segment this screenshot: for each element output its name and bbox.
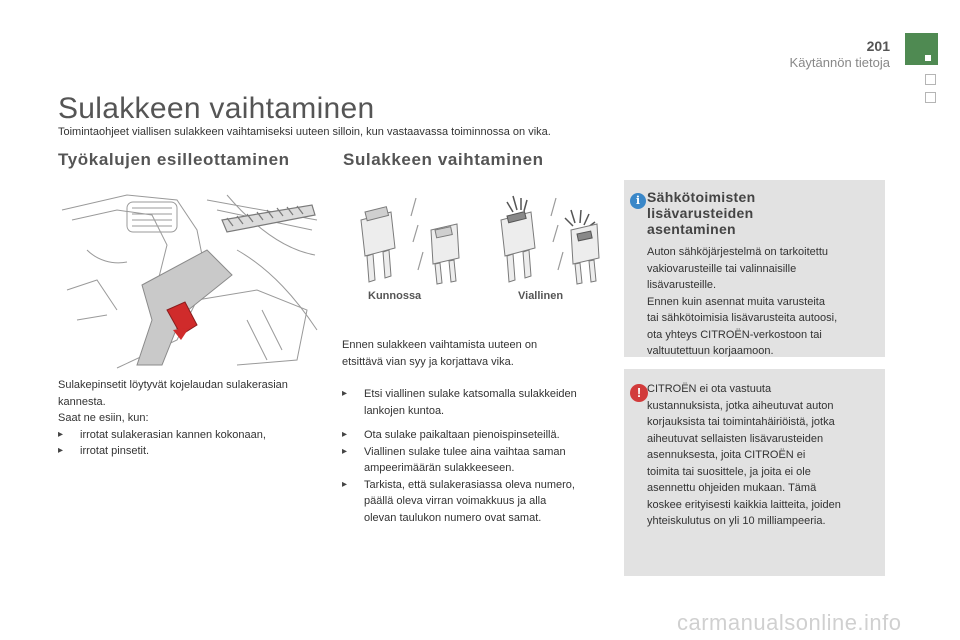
page-title: Sulakkeen vaihtaminen: [58, 92, 375, 125]
replace-line-1: Ennen sulakkeen vaihtamista uuteen on: [342, 339, 538, 351]
tools-line-3: Saat ne esiin, kun:: [58, 412, 149, 424]
triangle-bullet-icon: ▸: [58, 445, 64, 456]
list-item: ▸ irrotat sulakerasian kannen kokonaan,: [58, 427, 323, 444]
replace-line-2: etsittävä vian syy ja korjattava vika.: [342, 355, 514, 368]
chapter-tab-box-1[interactable]: [925, 74, 936, 85]
page-number: 201: [866, 38, 890, 54]
triangle-bullet-icon: ▸: [342, 478, 348, 490]
list-item: ▸ Tarkista, että sulakerasiassa oleva numero, päällä oleva virran voimakkuus ja alla olevan taulukon numero ovat samat.: [342, 478, 575, 524]
fuse-ok-illustration: [353, 190, 463, 285]
list-item: ▸ Viallinen sulake tulee aina vaihtaa saman ampeerimäärän sulakkeeseen.: [342, 445, 566, 474]
warning-icon: !: [630, 384, 648, 402]
replace-list: [342, 386, 612, 534]
chapter-tab-box-2[interactable]: [925, 92, 936, 103]
list-item: ▸ Ota sulake paikaltaan pienoispinseteillä.: [342, 427, 612, 444]
fuse-bad-label: Viallinen: [518, 290, 564, 302]
replace-heading: Sulakkeen vaihtaminen: [343, 150, 544, 169]
tools-line-2: kannesta.: [58, 395, 106, 408]
triangle-bullet-icon: ▸: [58, 428, 64, 440]
list-item: ▸ Etsi viallinen sulake katsomalla sulakkeiden lankojen kuntoa.: [342, 388, 577, 417]
chapter-tab-active[interactable]: [905, 33, 938, 65]
intro-text: Toimintaohjeet viallisen sulakkeen vaihtamiseksi uuteen silloin, kun vastaavassa toiminnossa on vika.: [58, 126, 551, 138]
section-name: Käytännön tietoja: [789, 55, 890, 70]
square-icon: [925, 55, 931, 61]
info-title: Sähkötoimisten lisävarusteiden asentaminen: [647, 189, 756, 237]
tools-text: [58, 377, 323, 460]
triangle-bullet-icon: ▸: [342, 388, 348, 399]
tools-line-1: Sulakepinsetit löytyvät kojelaudan sulakerasian: [58, 379, 288, 391]
fuse-ok-label: Kunnossa: [368, 290, 422, 302]
tools-list: [58, 427, 323, 460]
warning-text: CITROËN ei ota vastuuta kustannuksista, jotka aiheutuvat auton korjauksista tai toimintahäiriöistä, jotka aiheutuvat sellaisten lisävarusteiden asennuksesta, joita CITROËN ei toimita tai suosittele, ja joita ei ole asennettu ohjeiden mukaan. Tämä koskee erityisesti kaikkia laitteita, joiden yhteiskulutus on yli 10 milliampeeria.: [647, 383, 841, 527]
info-icon: i: [630, 193, 646, 209]
dashboard-fusebox-illustration: [57, 190, 319, 370]
triangle-bullet-icon: ▸: [342, 429, 348, 440]
tools-heading: Työkalujen esilleottaminen: [58, 150, 290, 169]
watermark: carmanualsonline.info: [677, 610, 902, 635]
info-text: Auton sähköjärjestelmä on tarkoitettu vakiovarusteille tai valinnaisille lisävarusteille. Ennen kuin asennat muita varusteita tai sähkötoimisia lisävarusteita autoosi, ota yhteys CITROËN-verkostoon tai valtuutettuun korjaamoon.: [647, 246, 838, 357]
triangle-bullet-icon: ▸: [342, 445, 348, 457]
fuse-bad-illustration: [493, 190, 603, 285]
list-item: ▸ irrotat pinsetit.: [58, 443, 323, 460]
replace-text: [342, 337, 612, 370]
